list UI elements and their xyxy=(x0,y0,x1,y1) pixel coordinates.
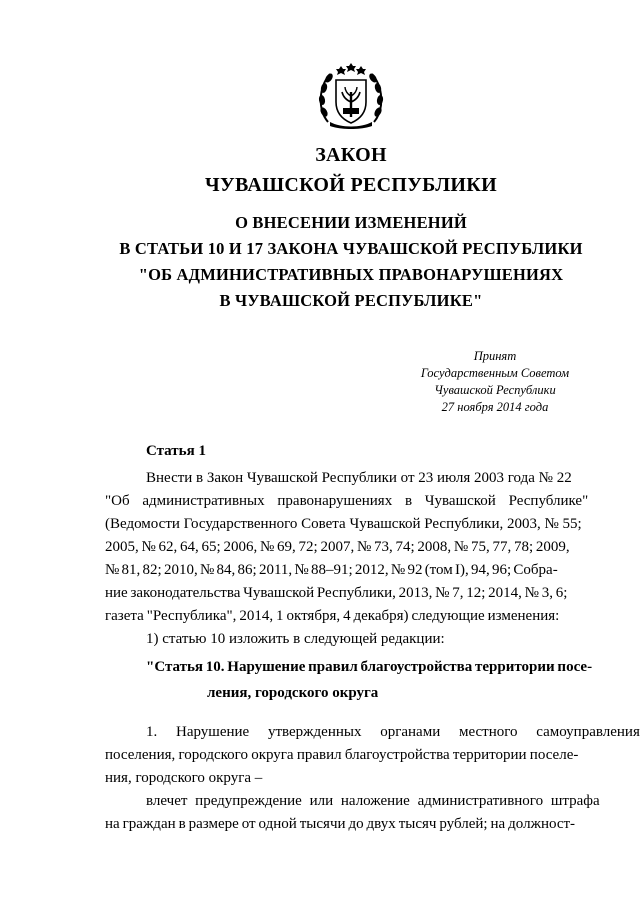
paragraph-line xyxy=(105,605,596,628)
paragraph-line xyxy=(105,628,596,651)
text-run: Внести в Закон Чувашской Республики от 23 июля 2003 года № 22 xyxy=(146,470,572,486)
article-10-heading-line1: "Статья 10. Нарушение правил благоустройства территории посе- xyxy=(146,659,593,675)
paragraph-line xyxy=(105,813,596,836)
adoption-line: Принят xyxy=(473,349,517,363)
text-run: 1) статью 10 изложить в следующей редакции: xyxy=(146,631,445,647)
text-run: влечет предупреждение или наложение административного штрафа xyxy=(146,793,600,809)
paragraph-line xyxy=(105,490,596,513)
paragraph-line xyxy=(105,582,596,605)
law-title-line1: ЗАКОН xyxy=(315,144,387,166)
text-run: № 81, 82; 2010, № 84, 86; 2011, № 88–91; 2012, № 92 (том I), 94, 96; Собра- xyxy=(105,562,558,578)
text-run: (Ведомости Государственного Совета Чувашской Республики, 2003, № 55; xyxy=(105,516,582,532)
paragraph-line xyxy=(105,790,600,813)
law-title-line2: ЧУВАШСКОЙ РЕСПУБЛИКИ xyxy=(205,174,497,196)
article-1-body xyxy=(105,467,596,651)
text-run: газета "Республика", 2014, 1 октября, 4 декабря) следующие изменения: xyxy=(105,608,560,624)
text-run: поселения, городского округа правил благоустройства территории поселе- xyxy=(105,747,579,763)
paragraph-line xyxy=(105,744,596,767)
adoption-line: Государственным Советом xyxy=(420,366,570,380)
paragraph-line xyxy=(105,467,596,490)
text-run: ние законодательства Чувашской Республики, 2013, № 7, 12; 2014, № 3, 6; xyxy=(105,585,568,601)
paragraph-line xyxy=(105,559,596,582)
subtitle-line: О ВНЕСЕНИИ ИЗМЕНЕНИЙ xyxy=(235,213,467,232)
subtitle-line: "ОБ АДМИНИСТРАТИВНЫХ ПРАВОНАРУШЕНИЯХ xyxy=(138,265,564,284)
text-run: "Об административных правонарушениях в Чувашской Республике" xyxy=(105,493,589,509)
paragraph-line xyxy=(105,767,596,790)
text-run: на граждан в размере от одной тысячи до двух тысяч рублей; на должност- xyxy=(105,816,576,832)
paragraph-line xyxy=(105,721,640,744)
adoption-note xyxy=(380,348,610,416)
article-10-heading xyxy=(146,654,598,706)
adoption-line: Чувашской Республики xyxy=(434,383,556,397)
adoption-line: 27 ноября 2014 года xyxy=(441,400,549,414)
subtitle-line: В СТАТЬИ 10 И 17 ЗАКОНА ЧУВАШСКОЙ РЕСПУБЛИКИ xyxy=(119,239,583,258)
subtitle-line: В ЧУВАШСКОЙ РЕСПУБЛИКЕ" xyxy=(219,291,483,310)
article-10-body xyxy=(105,721,640,836)
paragraph-line xyxy=(105,513,596,536)
article-10-heading-line2: ления, городского округа xyxy=(207,685,379,701)
text-run: 2005, № 62, 64, 65; 2006, № 69, 72; 2007, № 73, 74; 2008, № 75, 77, 78; 2009, xyxy=(105,539,570,555)
text-run: 1. Нарушение утвержденных органами местного самоуправления xyxy=(146,724,640,740)
chuvash-coat-of-arms-icon xyxy=(316,62,386,130)
text-run: ния, городского округа – xyxy=(105,770,263,786)
article-1-heading: Статья 1 xyxy=(146,443,206,459)
paragraph-line xyxy=(105,536,596,559)
